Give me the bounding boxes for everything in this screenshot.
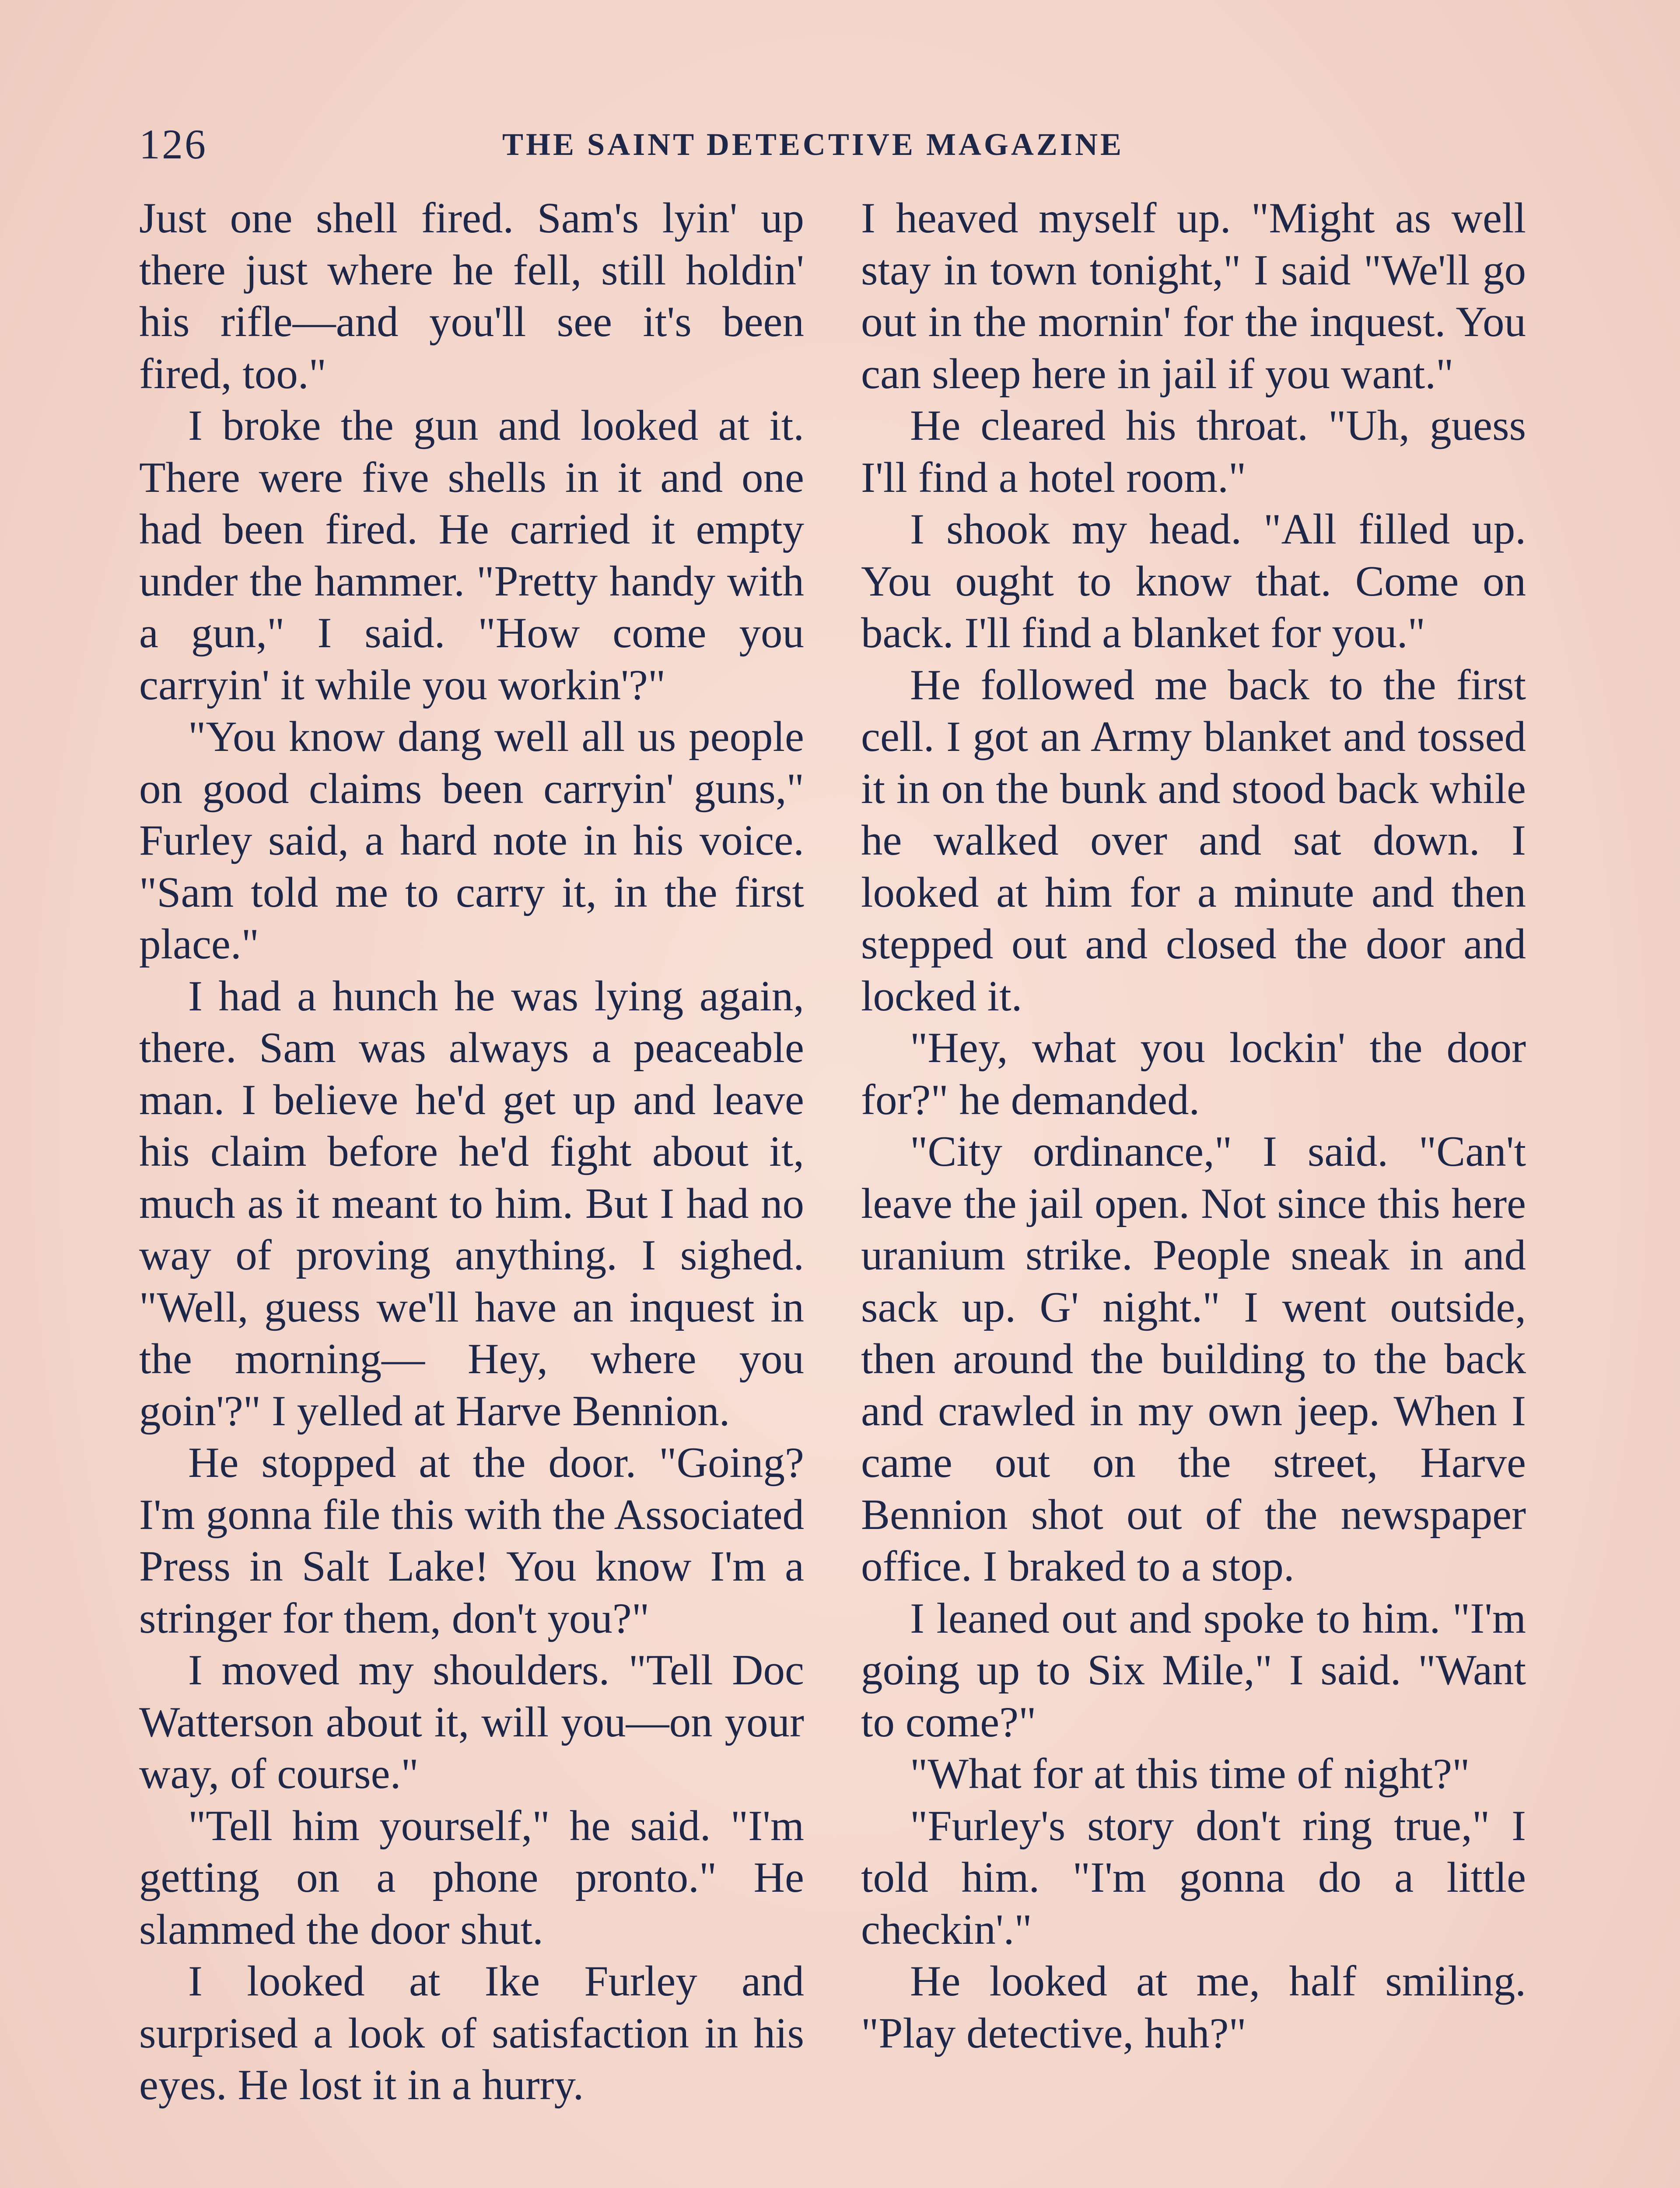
paragraph: "Tell him yourself," he said. "I'm getting on a phone pronto." He slammed the door shut. [139,1802,804,1953]
paragraph: "You know dang well all us people on good claims been carryin' guns," Furley said, a hard note in his voice. "Sam told me to carry it, in the first place." [139,713,804,968]
paragraph: "What for at this time of night?" [910,1750,1470,1798]
paragraph: I leaned out and spoke to him. "I'm going up to Six Mile," I said. "Want to come?" [861,1594,1526,1746]
paragraph: I looked at Ike Furley and surprised a look of satisfaction in his eyes. He lost it in a hurry. [139,1957,804,2109]
paragraph: "Furley's story don't ring true," I told him. "I'm gonna do a little checkin'." [861,1802,1526,1953]
paragraph: I heaved myself up. "Might as well stay in town tonight," I said "We'll go out in the mornin' for the inquest. You can sleep here in jail if you want." [861,194,1526,398]
page-number: 126 [139,121,207,168]
paragraph: He cleared his throat. "Uh, guess I'll find a hotel room." [861,402,1526,501]
paragraph: I broke the gun and looked at it. There were five shells in it and one had been fired. He carried it empty under the hammer. "Pretty handy with a gun," I said. "How come you carryin' it while you workin'?" [139,402,804,709]
page-header [139,118,1530,171]
right-column [861,193,1526,2059]
paragraph: I shook my head. "All filled up. You ought to know that. Come on back. I'll find a blanket for you." [861,505,1526,657]
paragraph: He followed me back to the first cell. I got an Army blanket and tossed it in on the bunk and stood back while he walked over and sat down. I looked at him for a minute and then stepped out and closed the door and locked it. [861,661,1526,1020]
paragraph: I had a hunch he was lying again, there. Sam was always a peaceable man. I believe he'd get up and leave his claim before he'd fight about it, much as it meant to him. But I had no way of proving anything. I sighed. "Well, guess we'll have an inquest in the morning— Hey, where you goin'?" I yelled at Harve Bennion. [139,972,804,1435]
paragraph: "Hey, what you lockin' the door for?" he demanded. [861,1024,1526,1124]
paragraph: He stopped at the door. "Going? I'm gonna file this with the Associated Press in Salt Lake! You know I'm a stringer for them, don't you?" [139,1439,804,1642]
left-column [139,193,804,2111]
running-title: THE SAINT DETECTIVE MAGAZINE [502,127,1124,162]
paragraph: "City ordinance," I said. "Can't leave the jail open. Not since this here uranium strike. People sneak in and sack up. G' night." I went outside, then around the building to the back and crawled in my own jeep. When I came out on the street, Harve Bennion shot out of the newspaper office. I braked to a stop. [861,1128,1526,1590]
paragraph: I moved my shoulders. "Tell Doc Watterson about it, will you—on your way, of course." [139,1646,804,1798]
paragraph: Just one shell fired. Sam's lyin' up there just where he fell, still holdin' his rifle—and you'll see it's been fired, too." [139,194,804,398]
paragraph: He looked at me, half smiling. "Play detective, huh?" [861,1957,1526,2057]
